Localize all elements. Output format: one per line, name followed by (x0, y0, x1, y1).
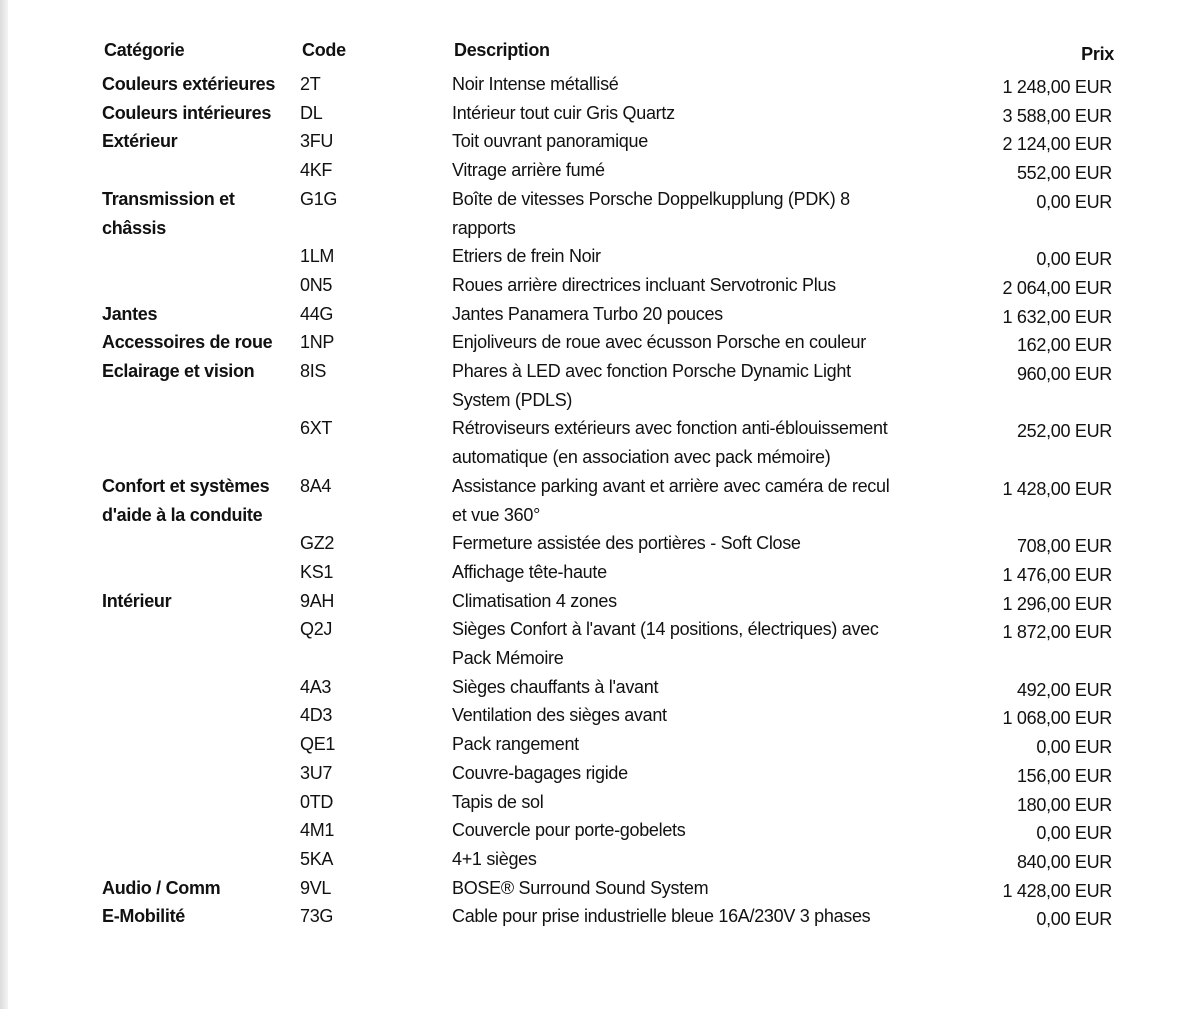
header-category: Catégorie (104, 40, 185, 60)
row-code: 0TD (300, 791, 334, 812)
row-description: Phares à LED avec fonction Porsche Dynamic Light System (PDLS) (452, 361, 851, 410)
table-row (96, 529, 1126, 558)
row-price: 840,00 EUR (1016, 851, 1112, 872)
row-code: 1LM (300, 246, 335, 267)
table-row (96, 845, 1126, 874)
row-price: 0,00 EUR (1036, 737, 1112, 758)
row-code: 4M1 (300, 820, 335, 841)
row-code: Q2J (300, 619, 333, 640)
row-price: 708,00 EUR (1016, 536, 1112, 557)
row-description: Vitrage arrière fumé (452, 160, 605, 181)
row-category: Accessoires de roue (102, 332, 273, 353)
row-price: 2 124,00 EUR (1002, 134, 1112, 155)
row-price: 156,00 EUR (1016, 765, 1112, 786)
row-description: 4+1 sièges (452, 848, 537, 869)
header-price: Prix (1081, 44, 1114, 64)
row-price: 552,00 EUR (1016, 163, 1112, 184)
row-code: 44G (300, 303, 334, 324)
table-row (96, 788, 1126, 817)
row-price: 3 588,00 EUR (1002, 105, 1112, 126)
row-description: Sièges Confort à l'avant (14 positions, électriques) avec Pack Mémoire (452, 619, 879, 669)
row-description: Couvre-bagages rigide (452, 762, 628, 783)
row-description: Assistance parking avant et arrière avec caméra de recul et vue 360° (452, 475, 890, 525)
row-code: 9AH (300, 590, 335, 611)
row-code: 1NP (300, 332, 335, 353)
row-category: Confort et systèmes d'aide à la conduite (102, 475, 270, 525)
row-code: 3U7 (300, 762, 333, 783)
row-description: Tapis de sol (452, 791, 544, 812)
row-price: 0,00 EUR (1036, 249, 1112, 270)
page-edge (0, 0, 8, 1009)
row-code: QE1 (300, 734, 336, 755)
row-price: 0,00 EUR (1036, 909, 1112, 930)
row-description: Fermeture assistée des portières - Soft Close (452, 533, 801, 554)
row-description: Sièges chauffants à l'avant (452, 676, 659, 697)
row-code: 0N5 (300, 274, 333, 295)
row-description: Climatisation 4 zones (452, 590, 617, 611)
table-row (96, 730, 1126, 759)
row-description: Roues arrière directrices incluant Servotronic Plus (452, 274, 836, 295)
row-code: 4KF (300, 160, 333, 181)
table-body (96, 70, 1126, 931)
row-code: 6XT (300, 418, 333, 439)
row-description: Noir Intense métallisé (452, 74, 619, 94)
row-category: Couleurs extérieures (102, 74, 276, 94)
row-price: 1 428,00 EUR (1002, 880, 1112, 901)
row-description: Pack rangement (452, 734, 579, 755)
table-row (96, 328, 1126, 357)
row-description: Ventilation des sièges avant (452, 705, 667, 726)
row-code: 2T (300, 74, 321, 94)
row-price: 162,00 EUR (1016, 335, 1112, 356)
table-row (96, 127, 1126, 156)
row-code: 9VL (300, 877, 332, 898)
row-description: Affichage tête-haute (452, 561, 607, 582)
table-row (96, 874, 1126, 903)
table-row (96, 673, 1126, 702)
row-code: 4D3 (300, 705, 333, 726)
row-price: 0,00 EUR (1036, 823, 1112, 844)
row-price: 960,00 EUR (1016, 364, 1112, 385)
row-code: 5KA (300, 848, 334, 869)
row-price: 1 248,00 EUR (1002, 77, 1112, 97)
row-description: Intérieur tout cuir Gris Quartz (452, 102, 675, 123)
row-price: 1 068,00 EUR (1002, 708, 1112, 729)
row-code: DL (300, 102, 323, 123)
row-price: 1 632,00 EUR (1002, 306, 1112, 327)
row-description: Rétroviseurs extérieurs avec fonction anti-éblouissement automatique (en association avec pack mémoire) (452, 418, 888, 468)
table-row (96, 99, 1126, 128)
row-description: Couvercle pour porte-gobelets (452, 820, 686, 841)
row-description: Cable pour prise industrielle bleue 16A/230V 3 phases (452, 906, 871, 927)
table-row (96, 271, 1126, 300)
table-row (96, 902, 1126, 931)
row-description: BOSE® Surround Sound System (452, 877, 709, 898)
table-row (96, 242, 1126, 271)
row-code: GZ2 (300, 533, 335, 554)
row-price: 1 296,00 EUR (1002, 593, 1112, 614)
row-category: Audio / Comm (102, 877, 221, 898)
row-category: Couleurs intérieures (102, 102, 272, 123)
row-category: Extérieur (102, 131, 178, 152)
row-category: Transmission et châssis (102, 188, 235, 238)
table-row (96, 472, 1126, 529)
header-code: Code (302, 40, 346, 60)
table-row (96, 587, 1126, 616)
row-description: Enjoliveurs de roue avec écusson Porsche en couleur (452, 332, 866, 353)
table-row (96, 185, 1126, 242)
row-category: E-Mobilité (102, 906, 185, 927)
row-code: KS1 (300, 561, 334, 582)
table-row (96, 615, 1126, 672)
row-description: Jantes Panamera Turbo 20 pouces (452, 303, 723, 324)
row-code: 8A4 (300, 475, 332, 496)
row-category: Intérieur (102, 590, 172, 611)
row-code: 8IS (300, 361, 327, 382)
table-row (96, 816, 1126, 845)
row-description: Toit ouvrant panoramique (452, 131, 648, 152)
row-code: 3FU (300, 131, 334, 152)
row-code: G1G (300, 188, 338, 209)
row-category: Eclairage et vision (102, 361, 255, 382)
options-table (96, 36, 1126, 931)
table-row (96, 759, 1126, 788)
row-price: 180,00 EUR (1016, 794, 1112, 815)
row-price: 2 064,00 EUR (1002, 277, 1112, 298)
row-description: Boîte de vitesses Porsche Doppelkupplung (PDK) 8 rapports (452, 188, 850, 238)
row-price: 1 476,00 EUR (1002, 564, 1112, 585)
row-price: 1 872,00 EUR (1002, 622, 1112, 643)
row-price: 252,00 EUR (1016, 421, 1112, 442)
table-row (96, 156, 1126, 185)
row-description: Etriers de frein Noir (452, 246, 601, 267)
table-row (96, 300, 1126, 329)
header-description: Description (454, 40, 550, 60)
row-code: 4A3 (300, 676, 332, 697)
table-row (96, 701, 1126, 730)
row-category: Jantes (102, 303, 158, 324)
row-price: 1 428,00 EUR (1002, 478, 1112, 499)
row-price: 0,00 EUR (1036, 191, 1112, 212)
table-row (96, 414, 1126, 471)
table-row (96, 558, 1126, 587)
table-header (96, 36, 1126, 70)
row-price: 492,00 EUR (1016, 679, 1112, 700)
table-row (96, 70, 1126, 99)
table-row (96, 357, 1126, 414)
row-code: 73G (300, 906, 334, 927)
